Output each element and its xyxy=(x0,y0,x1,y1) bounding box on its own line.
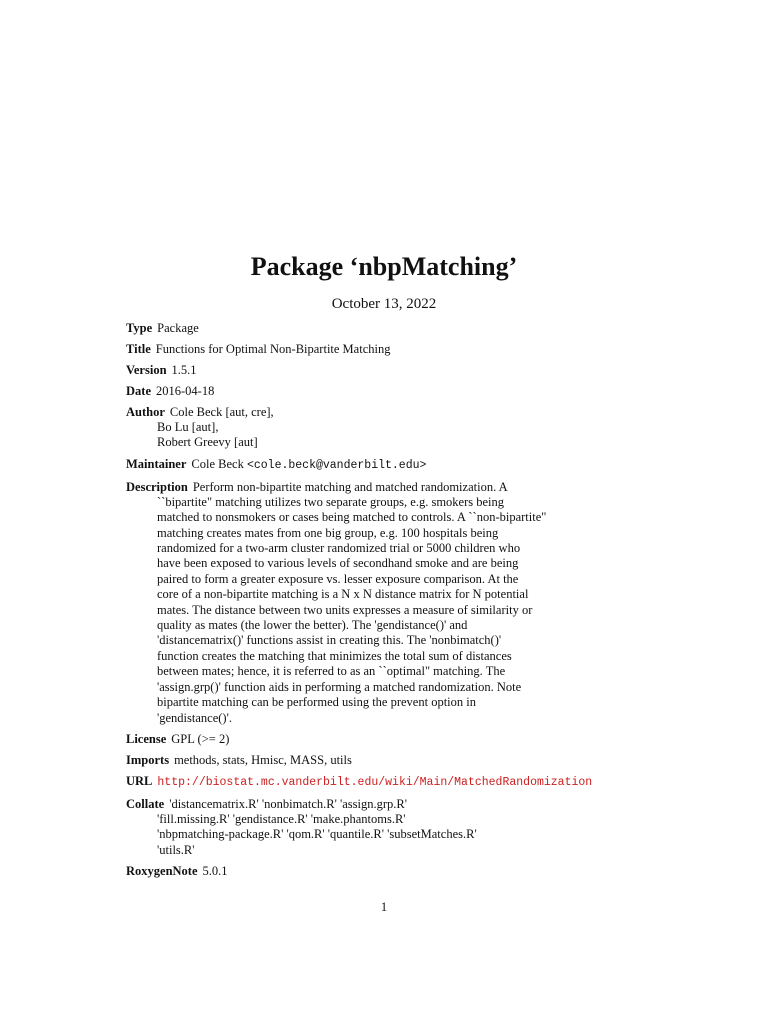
field-key: Imports xyxy=(126,752,170,767)
description-line: matching creates mates from one big group, e.g. 100 hospitals being xyxy=(157,525,499,540)
description-line: 'assign.grp()' function aids in performing a matched randomization. Note xyxy=(157,679,522,694)
field-key: Author xyxy=(126,405,165,419)
field-type xyxy=(126,320,686,336)
field-value: Perform non-bipartite matching and matched randomization. A xyxy=(192,479,508,494)
field-value: 2016-04-18 xyxy=(156,384,215,398)
author-line: Bo Lu [aut], xyxy=(157,420,219,434)
field-key: Collate xyxy=(126,796,165,811)
field-title xyxy=(126,341,686,357)
collate-line: 'utils.R' xyxy=(157,842,195,857)
field-roxygennote xyxy=(126,863,686,879)
field-url xyxy=(126,773,686,791)
field-value: Cole Beck [aut, cre], xyxy=(169,405,274,419)
field-key: RoxygenNote xyxy=(126,864,198,879)
description-line: matched to nonsmokers or cases being matched to controls. A ``non-bipartite" xyxy=(157,510,547,525)
field-value: GPL (>= 2) xyxy=(171,731,230,746)
field-continuation xyxy=(126,812,686,858)
field-continuation xyxy=(126,495,686,726)
field-license xyxy=(126,731,686,747)
description-line: 'gendistance()'. xyxy=(157,710,232,725)
field-value: 'distancematrix.R' 'nonbimatch.R' 'assign.grp.R' xyxy=(169,796,407,811)
field-version xyxy=(126,362,686,378)
field-key: Title xyxy=(126,342,151,356)
description-line: between mates; hence, it is referred to as an ``optimal" matching. The xyxy=(157,664,506,679)
field-value: methods, stats, Hmisc, MASS, utils xyxy=(174,752,352,767)
description-line: ``bipartite" matching utilizes two separate groups, e.g. smokers being xyxy=(157,494,505,509)
author-line: Robert Greevy [aut] xyxy=(157,435,258,450)
document-date: October 13, 2022 xyxy=(331,296,437,312)
field-value: Functions for Optimal Non-Bipartite Matching xyxy=(155,342,391,356)
description-line: have been exposed to various levels of secondhand smoke and are being xyxy=(157,556,519,571)
field-key: License xyxy=(126,731,167,746)
field-value: Package xyxy=(157,321,199,335)
field-key: Maintainer xyxy=(126,456,187,471)
field-collate xyxy=(126,796,686,858)
field-value: 5.0.1 xyxy=(202,864,228,879)
field-author xyxy=(126,404,686,451)
field-continuation xyxy=(126,420,686,451)
url-link[interactable]: http://biostat.mc.vanderbilt.edu/wiki/Main/MatchedRandomization xyxy=(157,775,593,789)
field-key: URL xyxy=(126,773,153,788)
description-fields xyxy=(126,320,686,884)
description-line: core of a non-bipartite matching is a N x N distance matrix for N potential xyxy=(157,587,529,602)
description-line: paired to form a greater exposure vs. lesser exposure comparison. At the xyxy=(157,571,519,586)
field-key: Type xyxy=(126,321,153,335)
field-maintainer xyxy=(126,456,686,474)
description-line: function creates the matching that minimizes the total sum of distances xyxy=(157,648,512,663)
field-date xyxy=(126,383,686,399)
field-description xyxy=(126,479,686,726)
field-key: Version xyxy=(126,363,167,377)
description-line: 'distancematrix()' functions assist in creating this. The 'nonbimatch()' xyxy=(157,633,502,648)
description-line: quality as mates (the lower the better). The 'gendistance()' and xyxy=(157,618,468,633)
package-title: Package ‘nbpMatching’ xyxy=(250,252,518,281)
collate-line: 'fill.missing.R' 'gendistance.R' 'make.phantoms.R' xyxy=(157,811,406,826)
description-line: bipartite matching can be performed using the prevent option in xyxy=(157,695,477,710)
field-key: Date xyxy=(126,384,151,398)
maintainer-name: Cole Beck xyxy=(191,456,244,471)
collate-line: 'nbpmatching-package.R' 'qom.R' 'quantile.R' 'subsetMatches.R' xyxy=(157,827,477,842)
page-number: 1 xyxy=(380,900,388,914)
description-line: mates. The distance between two units expresses a measure of similarity or xyxy=(157,602,533,617)
description-line: randomized for a two-arm cluster randomized trial or 5000 children who xyxy=(157,541,521,556)
field-imports xyxy=(126,752,686,768)
maintainer-email: <cole.beck@vanderbilt.edu> xyxy=(246,458,427,472)
field-value: 1.5.1 xyxy=(171,363,197,377)
field-key: Description xyxy=(126,479,188,494)
